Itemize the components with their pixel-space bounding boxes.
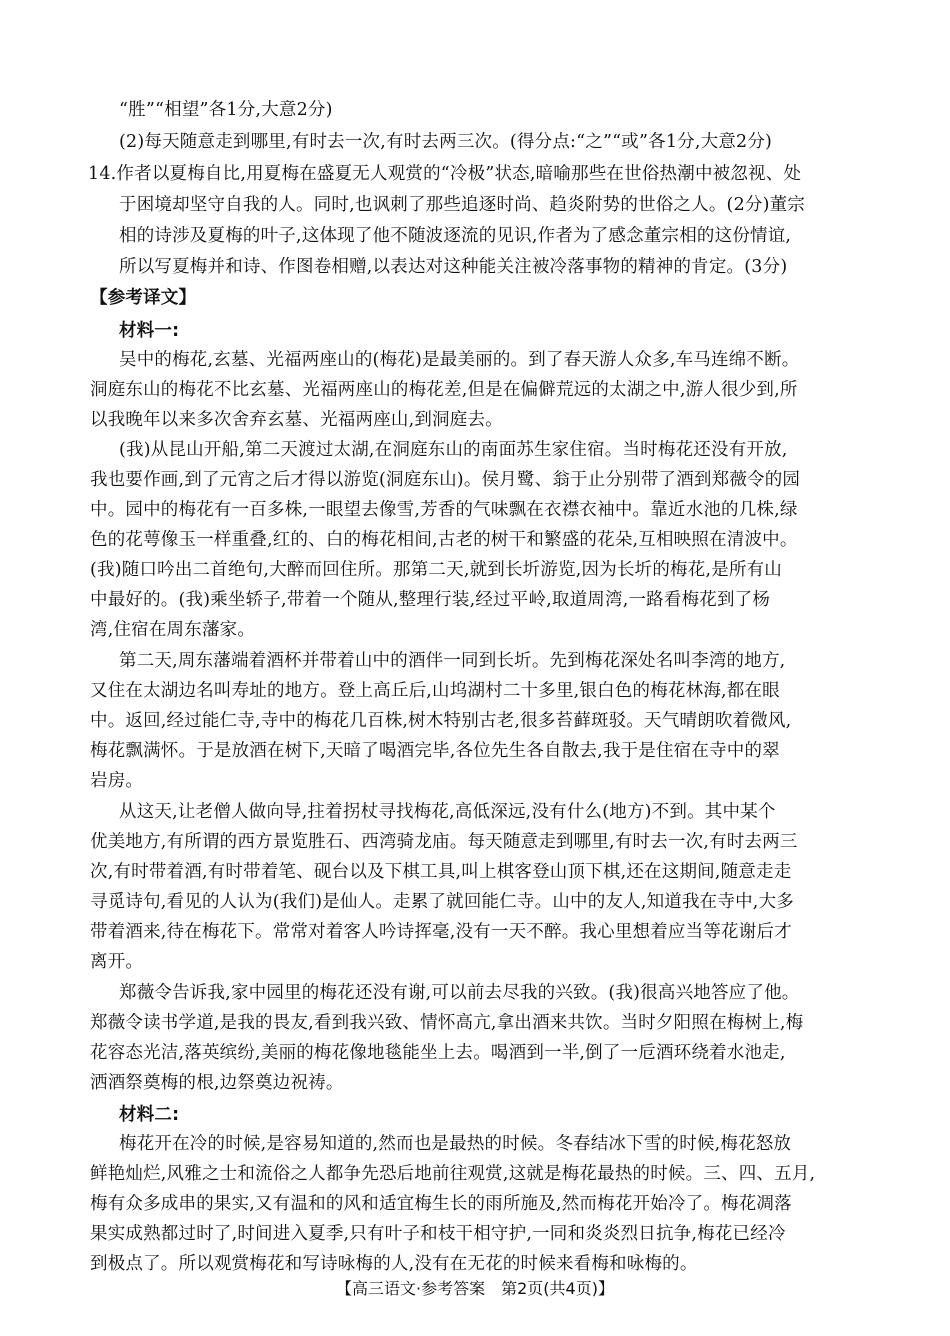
text-line: 郑薇令读书学道,是我的畏友,看到我兴致、情怀高亢,拿出酒来共饮。当时夕阳照在梅树上,梅 <box>90 1013 804 1033</box>
text-line: (我)从昆山开船,第二天渡过太湖,在洞庭东山的南面苏生家住宿。当时梅花还没有开放, <box>119 440 788 460</box>
text-line: 果实成熟都过时了,时间进入夏季,只有叶子和枝干相守护,一同和炎炎烈日抗争,梅花已经冷 <box>90 1224 786 1244</box>
text-line: 第二天,周东藩端着酒杯并带着山中的酒伴一同到长圻。先到梅花深处名叫李湾的地方, <box>119 651 786 671</box>
text-line: 湾,住宿在周东藩家。 <box>90 620 256 640</box>
text-line: 到极点了。所以观赏梅花和写诗咏梅的人,没有在无花的时候来看梅和咏梅的。 <box>90 1254 698 1274</box>
translation-heading: 【参考译文】 <box>90 288 197 308</box>
question-14-line: 相的诗涉及夏梅的叶子,这体现了他不随波逐流的见识,作者为了感念董宗相的这份情谊, <box>119 226 792 246</box>
question-14-line: 14.作者以夏梅自比,用夏梅在盛夏无人观赏的“冷极”状态,暗喻那些在世俗热潮中被忽视、处 <box>88 164 802 184</box>
text-line: 我也要作画,到了元宵之后才得以游览(洞庭东山)。侯月鹭、翁于止分别带了酒到郑薇令的园 <box>90 470 801 490</box>
text-line: 梅有众多成串的果实,又有温和的风和适宜梅生长的雨所施及,然而梅花开始冷了。梅花凋落 <box>90 1194 792 1214</box>
text-line: 洞庭东山的梅花不比玄墓、光福两座山的梅花差,但是在偏僻荒远的太湖之中,游人很少到,所 <box>90 380 798 400</box>
text-line: 寻觅诗句,看见的人认为(我们)是仙人。走累了就回能仁寺。山中的友人,知道我在寺中,大多 <box>90 892 794 912</box>
text-line: 色的花萼像玉一样重叠,红的、白的梅花相间,古老的树干和繁盛的花朵,互相映照在清波中。 <box>90 530 798 550</box>
question-14-line: 于困境却坚守自我的人。同时,也讽刺了那些追逐时尚、趋炎附势的世俗之人。(2分)董宗 <box>119 195 806 215</box>
text-line: 带着酒来,待在梅花下。常常对着客人吟诗挥毫,没有一天不醉。我心里想着应当等花谢后才 <box>90 922 792 942</box>
text-line: 以我晚年以来多次舍弃玄墓、光福两座山,到洞庭去。 <box>90 410 503 430</box>
page-footer: 【高三语文·参考答案 第2页(共4页)】 <box>336 1279 614 1298</box>
answer-line: (2)每天随意走到哪里,有时去一次,有时去两三次。(得分点:“之”“或”各1分,大意2分) <box>119 132 773 152</box>
text-line: 梅花开在冷的时候,是容易知道的,然而也是最热的时候。冬春结冰下雪的时候,梅花怒放 <box>119 1134 792 1154</box>
text-line: 优美地方,有所谓的西方景览胜石、西湾骑龙庙。每天随意走到哪里,有时去一次,有时去两三 <box>90 832 798 852</box>
material-1-title: 材料一: <box>119 321 180 341</box>
text-line: 中。园中的梅花有一百多株,一眼望去像雪,芳香的气味飘在衣襟衣袖中。靠近水池的几株,绿 <box>90 500 798 520</box>
text-line: 离开。 <box>90 952 144 972</box>
question-14-line: 所以写夏梅并和诗、作图卷相赠,以表达对这种能关注被冷落事物的精神的肯定。(3分) <box>119 257 788 277</box>
text-line: 次,有时带着酒,有时带着笔、砚台以及下棋工具,叫上棋客登山顶下棋,还在这期间,随意走走 <box>90 862 792 882</box>
text-line: 吴中的梅花,玄墓、光福两座山的(梅花)是最美丽的。到了春天游人众多,车马连绵不断。 <box>119 350 800 370</box>
material-2-title: 材料二: <box>119 1105 180 1125</box>
text-line: (我)随口吟出二首绝句,大醉而回住所。那第二天,就到长圻游览,因为长圻的梅花,是所有山 <box>90 560 783 580</box>
text-line: 岩房。 <box>90 771 144 791</box>
text-line: 郑薇令告诉我,家中园里的梅花还没有谢,可以前去尽我的兴致。(我)很高兴地答应了他。 <box>119 983 800 1003</box>
answer-line: “胜”“相望”各1分,大意2分) <box>119 100 333 120</box>
text-line: 花容态光洁,落英缤纷,美丽的梅花像地毯能坐上去。喝酒到一半,倒了一卮酒环绕着水池走, <box>90 1043 786 1063</box>
text-line: 从这天,让老僧人做向导,拄着拐杖寻找梅花,高低深远,没有什么(地方)不到。其中某个 <box>119 802 776 822</box>
text-line: 洒酒祭奠梅的根,边祭奠边祝祷。 <box>90 1073 344 1093</box>
text-line: 鲜艳灿烂,风雅之士和流俗之人都争先恐后地前往观赏,这就是梅花最热的时候。三、四、五月, <box>90 1164 816 1184</box>
text-line: 中最好的。(我)乘坐轿子,带着一个随从,整理行装,经过平岭,取道周湾,一路看梅花到了杨 <box>90 590 771 610</box>
text-line: 又住在太湖边名叫寿址的地方。登上高丘后,山坞湖村二十多里,银白色的梅花林海,都在眼 <box>90 681 780 701</box>
text-line: 梅花飘满怀。于是放酒在树下,天暗了喝酒完毕,各位先生各自散去,我于是住宿在寺中的翠 <box>90 741 780 761</box>
text-line: 中。返回,经过能仁寺,寺中的梅花几百株,树木特别古老,很多苔藓斑驳。天气晴朗吹着微风, <box>90 711 792 731</box>
